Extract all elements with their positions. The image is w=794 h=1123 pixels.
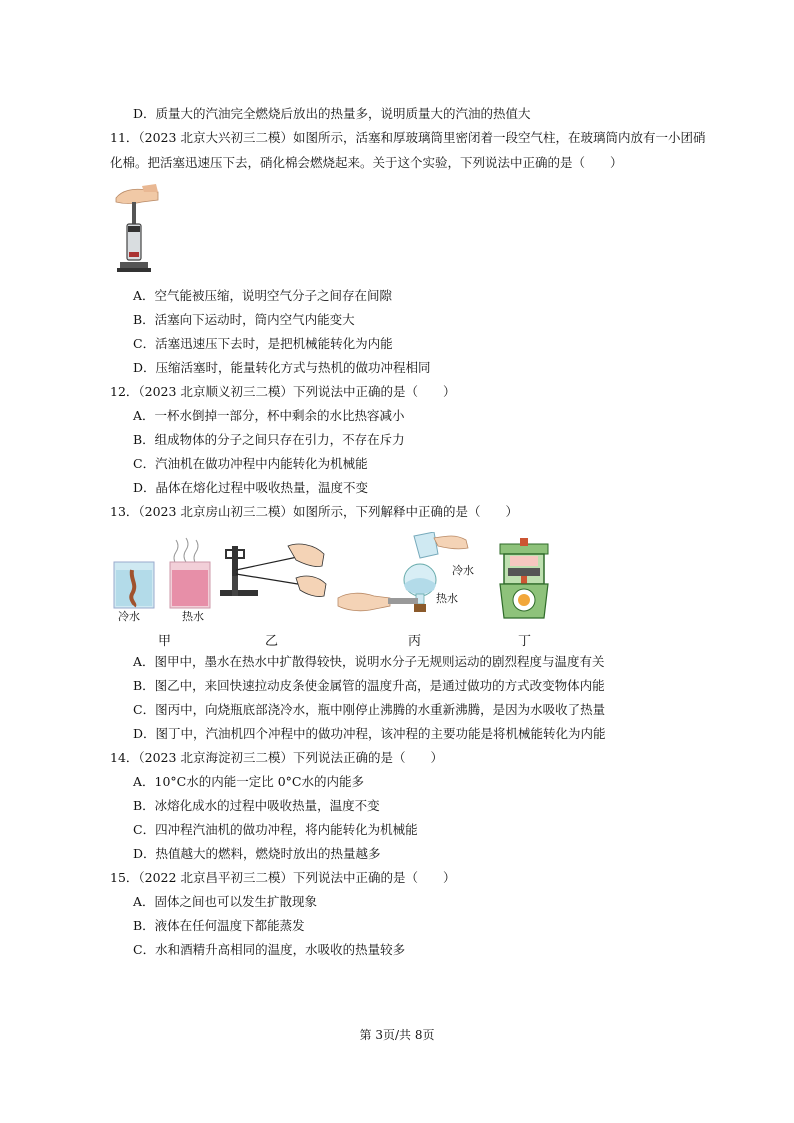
q13-option-c: C．图丙中，向烧瓶底部浇冷水，瓶中刚停止沸腾的水重新沸腾，是因为水吸收了热量 [133, 702, 606, 717]
hot-water-label-1: 热水 [182, 610, 204, 623]
figure-label-yi: 乙 [265, 634, 279, 649]
q13-option-b: B．图乙中，来回快速拉动皮条使金属管的温度升高，是通过做功的方式改变物体内能 [133, 678, 605, 693]
q12-option-d: D．晶体在熔化过程中吸收热量，温度不变 [133, 480, 369, 495]
q13-stem: 13．（2023 北京房山初三二模）如图所示，下列解释中正确的是（ ） [110, 504, 518, 519]
q14-option-d: D．热值越大的燃料，燃烧时放出的热量越多 [133, 846, 381, 861]
q12-option-b: B．组成物体的分子之间只存在引力，不存在斥力 [133, 432, 405, 447]
q13-option-a: A．图甲中，墨水在热水中扩散得较快，说明水分子无规则运动的剧烈程度与温度有关 [133, 654, 605, 669]
figure-label-bing: 丙 [408, 634, 422, 649]
q14-stem: 14．（2023 北京海淀初三二模）下列说法正确的是（ ） [110, 750, 443, 765]
metal-tube-friction-figure [218, 540, 330, 620]
figure-label-jia: 甲 [158, 634, 172, 649]
q13-option-d: D．图丁中，汽油机四个冲程中的做功冲程，该冲程的主要功能是将机械能转化为内能 [133, 726, 606, 741]
q11-stem-line2: 化棉。把活塞迅速压下去，硝化棉会燃烧起来。关于这个实验，下列说法中正确的是（ ） [110, 155, 623, 170]
q14-option-c: C．四冲程汽油机的做功冲程，将内能转化为机械能 [133, 822, 418, 837]
q11-option-b: B．活塞向下运动时，筒内空气内能变大 [133, 312, 355, 327]
q12-option-a: A．一杯水倒掉一部分，杯中剩余的水比热容减小 [133, 408, 405, 423]
q15-option-c: C．水和酒精升高相同的温度，水吸收的热量较多 [133, 942, 406, 957]
q11-stem-line1: 11．（2023 北京大兴初三二模）如图所示，活塞和厚玻璃筒里密闭着一段空气柱，在玻璃筒内放有一小团硝 [110, 130, 706, 145]
q15-option-b: B．液体在任何温度下都能蒸发 [133, 918, 305, 933]
q11-option-d: D．压缩活塞时，能量转化方式与热机的做功冲程相同 [133, 360, 431, 375]
q14-option-b: B．冰熔化成水的过程中吸收热量，温度不变 [133, 798, 380, 813]
q11-option-a: A．空气能被压缩，说明空气分子之间存在间隙 [133, 288, 393, 303]
q10-option-d: D．质量大的汽油完全燃烧后放出的热量多，说明质量大的汽油的热值大 [133, 106, 531, 121]
q15-stem: 15．（2022 北京昌平初三二模）下列说法中正确的是（ ） [110, 870, 456, 885]
hot-water-label-2: 热水 [436, 592, 458, 605]
q15-option-a: A．固体之间也可以发生扩散现象 [133, 894, 318, 909]
cold-water-label-2: 冷水 [452, 564, 474, 577]
piston-cylinder-figure [112, 180, 162, 276]
q12-stem: 12．（2023 北京顺义初三二模）下列说法中正确的是（ ） [110, 384, 456, 399]
cold-water-label-1: 冷水 [118, 610, 140, 623]
figure-label-ding: 丁 [518, 634, 532, 649]
q14-option-a: A．10°C水的内能一定比 0°C水的内能多 [133, 774, 364, 789]
engine-cylinder-figure [494, 538, 554, 622]
q12-option-c: C．汽油机在做功冲程中内能转化为机械能 [133, 456, 368, 471]
q11-option-c: C．活塞迅速压下去时，是把机械能转化为内能 [133, 336, 393, 351]
beakers-ink-diffusion-figure [110, 536, 216, 618]
flask-boiling-figure [334, 532, 484, 624]
page-footer: 第 3页/共 8页 [359, 1028, 435, 1042]
